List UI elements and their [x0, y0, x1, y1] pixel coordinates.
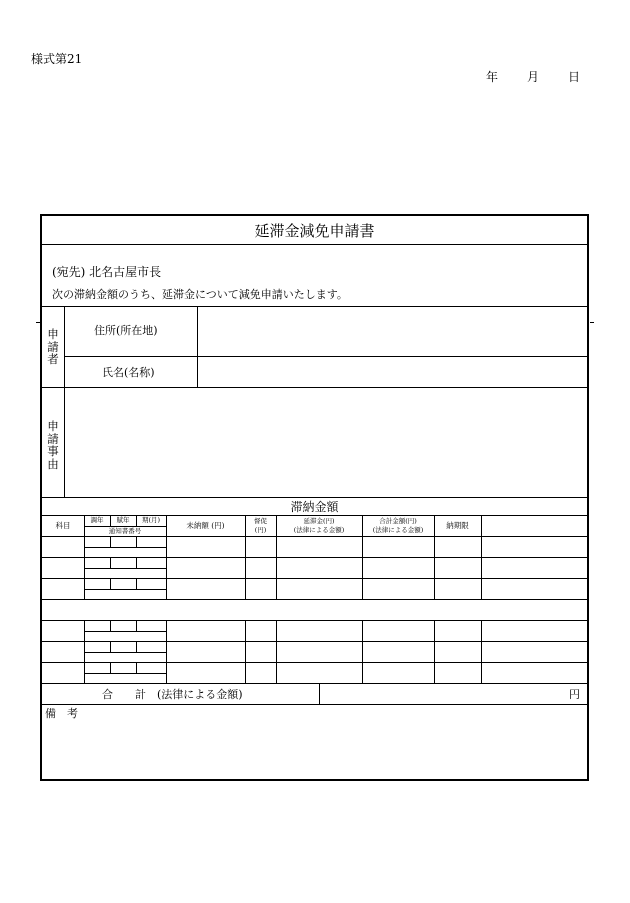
reason-field[interactable]: [65, 388, 587, 496]
col-demand-unit: (円): [254, 526, 267, 534]
date-year: 年: [486, 70, 499, 84]
divider: [136, 662, 137, 673]
divider: [110, 578, 111, 589]
divider: [434, 620, 435, 684]
divider: [84, 589, 166, 590]
divider: [42, 536, 587, 537]
col-late-fee: 延滞金(円): [303, 517, 335, 525]
divider: [42, 578, 587, 579]
col-period: 期(月): [141, 516, 161, 524]
address-field[interactable]: [198, 307, 587, 355]
col-total: 合計金額(円): [379, 517, 417, 525]
divider: [136, 557, 137, 568]
col-demand: 督促: [254, 517, 267, 525]
divider: [84, 673, 166, 674]
form-title: 延滞金減免申請書: [254, 222, 375, 240]
addressee: (宛先) 北名古屋市長: [52, 265, 162, 279]
total-unit: 円: [569, 688, 580, 701]
name-field[interactable]: [198, 357, 587, 386]
divider: [84, 568, 166, 569]
total-amount-field[interactable]: [320, 684, 587, 704]
divider: [136, 536, 137, 547]
col-subject: 科目: [55, 521, 71, 530]
date-day: 日: [568, 70, 581, 84]
divider: [110, 557, 111, 568]
col-late-fee-note: (法律による金額): [293, 526, 345, 534]
address-label: 住所(所在地): [94, 324, 158, 337]
divider: [245, 620, 246, 684]
applicant-label: 申請者: [47, 327, 59, 366]
right-tick-mark: [590, 322, 594, 323]
col-fiscal-year: 賦年: [116, 516, 130, 524]
divider: [110, 641, 111, 652]
form-number: 様式第21: [31, 52, 83, 66]
divider: [42, 557, 587, 558]
divider: [42, 662, 587, 663]
divider: [42, 704, 587, 705]
divider: [136, 620, 137, 631]
divider: [84, 631, 166, 632]
divider: [42, 599, 587, 600]
divider: [136, 578, 137, 589]
col-notice-number: 通知書番号: [108, 527, 142, 535]
col-tax-year: 調年: [90, 516, 104, 524]
divider: [136, 641, 137, 652]
application-form: [40, 214, 589, 781]
divider: [42, 641, 587, 642]
divider: [481, 620, 482, 684]
divider: [110, 662, 111, 673]
divider: [42, 244, 587, 245]
divider: [166, 620, 167, 684]
name-label: 氏名(名称): [102, 366, 155, 379]
divider: [84, 652, 166, 653]
date-month: 月: [527, 70, 540, 84]
arrears-heading: 滞納金額: [290, 500, 339, 514]
divider: [42, 497, 587, 498]
remarks-field[interactable]: [43, 721, 586, 778]
divider: [84, 547, 166, 548]
col-unpaid: 未納額 (円): [186, 521, 225, 530]
remarks-label: 備 考: [45, 707, 78, 720]
divider: [110, 536, 111, 547]
total-label: 合 計 (法律による金額): [102, 688, 243, 701]
divider: [110, 620, 111, 631]
col-due-date: 納期限: [446, 521, 469, 530]
col-total-note: (法律による金額): [372, 526, 424, 534]
divider: [362, 620, 363, 684]
divider: [42, 620, 587, 621]
intro-text: 次の滞納金額のうち、延滞金について減免申請いたします。: [52, 288, 348, 301]
divider: [276, 620, 277, 684]
reason-label: 申請事由: [47, 419, 59, 471]
